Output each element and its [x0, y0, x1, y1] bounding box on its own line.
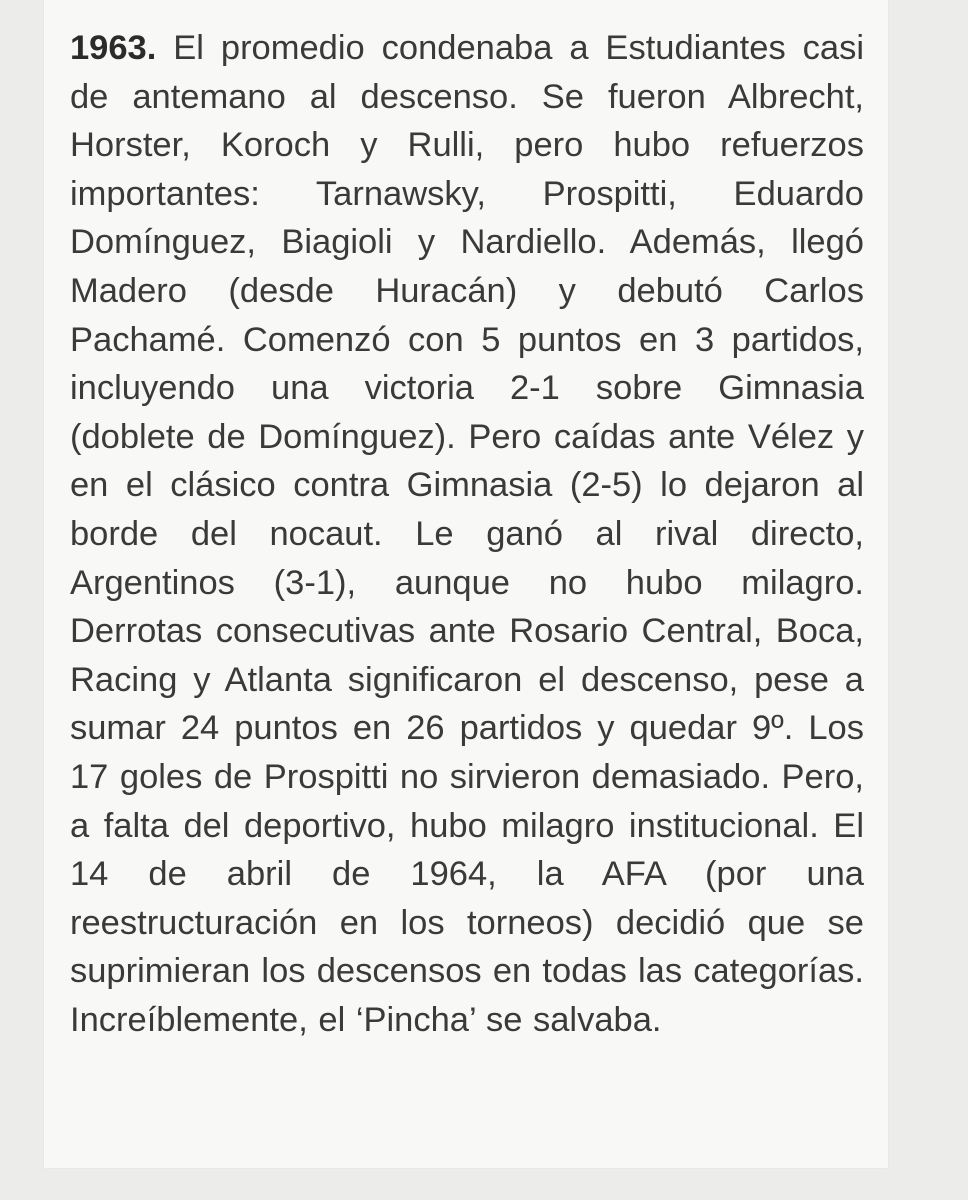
year-heading: 1963. — [70, 29, 157, 67]
document-page — [44, 0, 888, 1168]
article-paragraph — [70, 24, 864, 1044]
article-body-text: El promedio condenaba a Estudiantes casi de antemano al descenso. Se fueron Albrecht, Horster, Koroch y Rulli, pero hubo refuerzos importantes: Tarnawsky, Prospitti, Eduardo Domínguez, Biagioli y Nardiello. Además, llegó Madero (desde Huracán) y debutó Carlos Pachamé. Comenzó con 5 puntos en 3 partidos, incluyendo una victoria 2-1 sobre Gimnasia (doblete de Domínguez). Pero caídas ante Vélez y en el clásico contra Gimnasia (2-5) lo dejaron al borde del nocaut. Le ganó al rival directo, Argentinos (3-1), aunque no hubo milagro. Derrotas consecutivas ante Rosario Central, Boca, Racing y Atlanta significaron el descenso, pese a sumar 24 puntos en 26 partidos y quedar 9º. Los 17 goles de Prospitti no sirvieron demasiado. Pero, a falta del deportivo, hubo milagro institucional. El 14 de abril de 1964, la AFA (por una reestructuración en los torneos) decidió que se suprimieran los descensos en todas las categorías. Increíblemente, el ‘Pincha’ se salvaba. — [70, 29, 864, 1039]
